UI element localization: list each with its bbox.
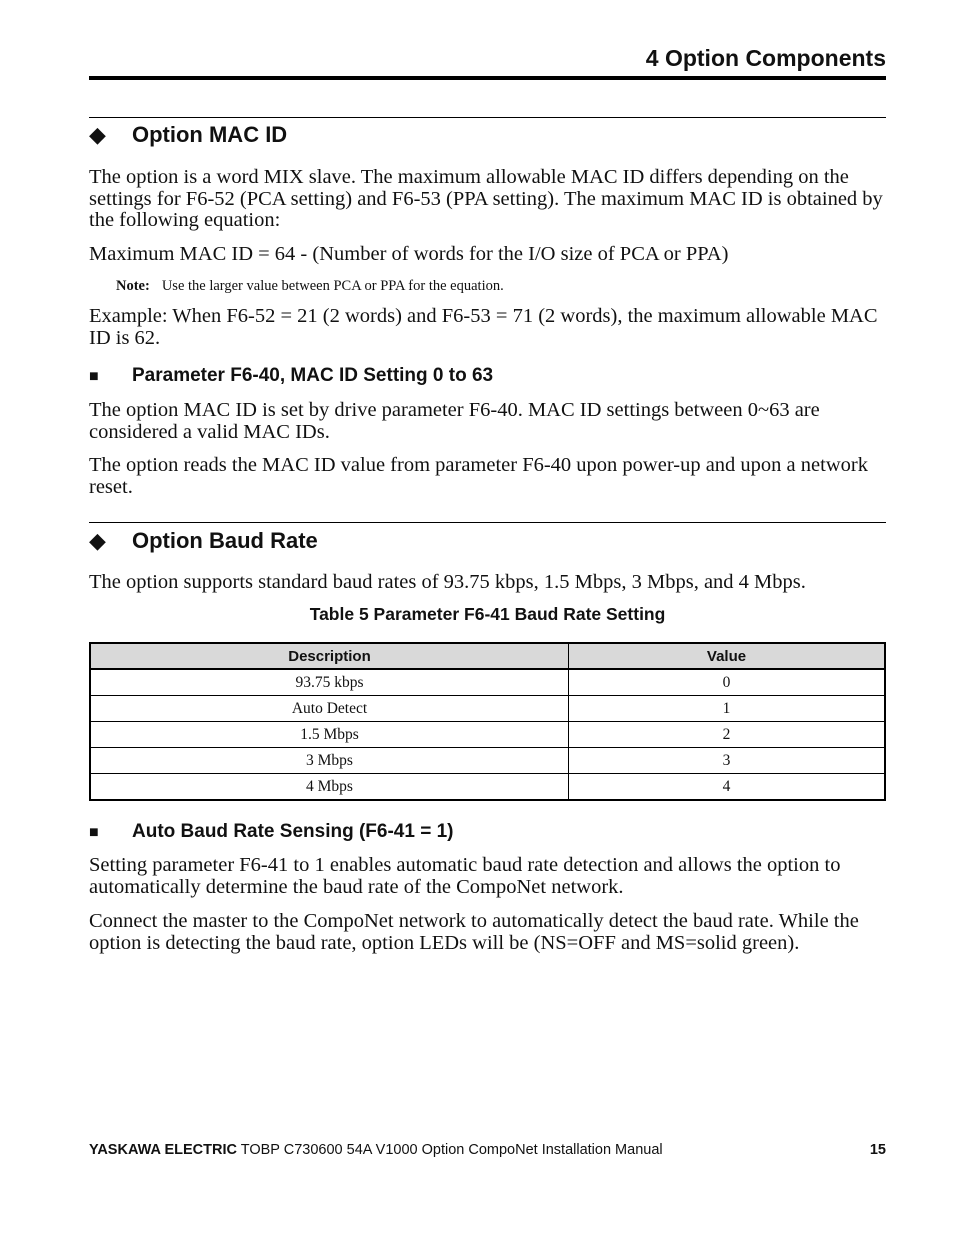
cell-description: 93.75 kbps bbox=[90, 669, 569, 696]
manual-page bbox=[89, 0, 886, 1240]
f6-40-paragraph-1: The option MAC ID is set by drive parameter F6-40. MAC ID settings between 0~63 are considered a valid MAC IDs. bbox=[89, 399, 820, 443]
square-bullet-icon: ■ bbox=[89, 368, 99, 385]
section-title: Option MAC ID bbox=[132, 122, 288, 147]
f6-40-paragraph-2: The option reads the MAC ID value from parameter F6-40 upon power-up and upon a network reset. bbox=[89, 454, 868, 498]
cell-value: 3 bbox=[569, 748, 886, 774]
table-header-row bbox=[90, 643, 885, 669]
page-number: 15 bbox=[869, 1142, 886, 1158]
note-label: Note: bbox=[116, 278, 150, 294]
subsection-title: Parameter F6-40, MAC ID Setting 0 to 63 bbox=[132, 365, 494, 386]
subsection-heading-auto-baud bbox=[89, 821, 453, 843]
mac-id-example: Example: When F6-52 = 21 (2 words) and F6-53 = 71 (2 words), the maximum allowable MAC ID is 62. bbox=[89, 305, 878, 349]
footer-brand: YASKAWA ELECTRIC bbox=[89, 1142, 237, 1158]
note bbox=[116, 278, 504, 295]
column-header-value: Value bbox=[569, 643, 886, 669]
mac-id-paragraph: The option is a word MIX slave. The maximum allowable MAC ID differs depending on the settings for F6-52 (PCA setting) and F6-53 (PPA setting). The maximum MAC ID is obtained by the following equation: bbox=[89, 166, 883, 231]
diamond-bullet-icon: ◆ bbox=[89, 528, 106, 553]
mac-id-equation: Maximum MAC ID = 64 - (Number of words for the I/O size of PCA or PPA) bbox=[89, 243, 729, 265]
note-text: Use the larger value between PCA or PPA for the equation. bbox=[161, 278, 504, 294]
square-bullet-icon: ■ bbox=[89, 824, 99, 841]
table-row bbox=[90, 774, 885, 801]
cell-description: 3 Mbps bbox=[90, 748, 569, 774]
section-title: Option Baud Rate bbox=[132, 528, 318, 553]
section-divider bbox=[89, 522, 886, 523]
cell-description: Auto Detect bbox=[90, 696, 569, 722]
chapter-header bbox=[89, 45, 886, 83]
cell-description: 1.5 Mbps bbox=[90, 722, 569, 748]
subsection-title: Auto Baud Rate Sensing (F6-41 = 1) bbox=[132, 821, 454, 842]
subsection-heading-f6-40 bbox=[89, 365, 493, 387]
column-header-description: Description bbox=[90, 643, 569, 669]
table-row bbox=[90, 722, 885, 748]
table-row bbox=[90, 696, 885, 722]
table-caption: Table 5 Parameter F6-41 Baud Rate Setting bbox=[309, 604, 666, 624]
section-heading-mac-id bbox=[89, 122, 287, 148]
table-row bbox=[90, 669, 885, 696]
baud-rate-table bbox=[89, 642, 886, 801]
chapter-rule bbox=[89, 76, 886, 80]
cell-value: 0 bbox=[569, 669, 886, 696]
cell-value: 4 bbox=[569, 774, 886, 801]
cell-description: 4 Mbps bbox=[90, 774, 569, 801]
baud-rate-paragraph: The option supports standard baud rates of 93.75 kbps, 1.5 Mbps, 3 Mbps, and 4 Mbps. bbox=[89, 571, 806, 593]
footer-doc-title: TOBP C730600 54A V1000 Option CompoNet Installation Manual bbox=[240, 1142, 663, 1158]
cell-value: 1 bbox=[569, 696, 886, 722]
section-heading-baud-rate bbox=[89, 528, 318, 554]
auto-baud-paragraph-1: Setting parameter F6-41 to 1 enables automatic baud rate detection and allows the option to automatically determine the baud rate of the CompoNet network. bbox=[89, 854, 841, 898]
auto-baud-paragraph-2: Connect the master to the CompoNet network to automatically detect the baud rate. While the option is detecting the baud rate, option LEDs will be (NS=OFF and MS=solid green). bbox=[89, 910, 859, 954]
section-divider bbox=[89, 117, 886, 118]
page-footer bbox=[89, 1142, 886, 1158]
diamond-bullet-icon: ◆ bbox=[89, 122, 106, 147]
table-row bbox=[90, 748, 885, 774]
cell-value: 2 bbox=[569, 722, 886, 748]
chapter-title: 4 Option Components bbox=[645, 45, 886, 71]
